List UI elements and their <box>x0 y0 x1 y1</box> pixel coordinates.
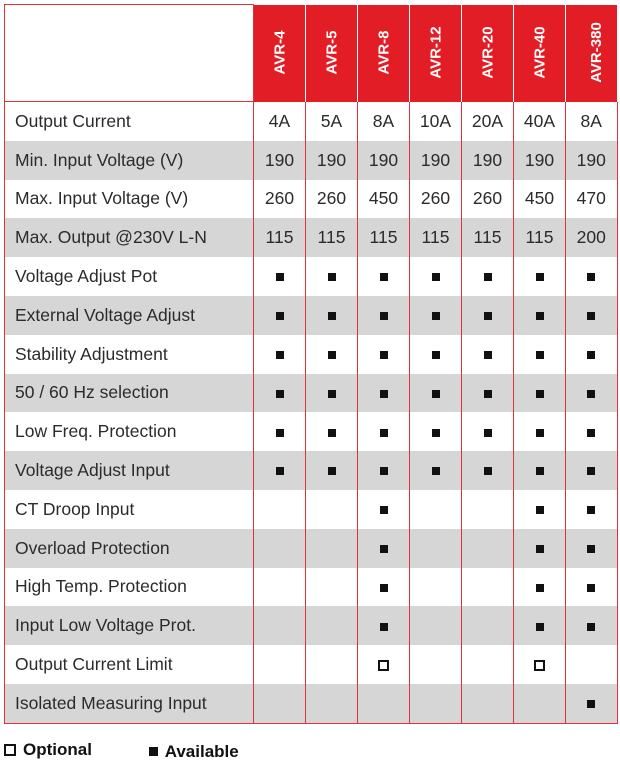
available-square-icon <box>380 467 388 475</box>
optional-square-icon <box>4 744 16 756</box>
table-row <box>5 296 618 335</box>
available-square-icon <box>328 467 336 475</box>
table-cell <box>566 568 618 607</box>
table-row <box>5 529 618 568</box>
table-row <box>5 102 618 141</box>
table-cell <box>566 257 618 296</box>
available-square-icon <box>484 351 492 359</box>
row-label: 50 / 60 Hz selection <box>5 374 254 413</box>
table-cell <box>514 374 566 413</box>
available-square-icon <box>276 467 284 475</box>
table-cell <box>566 490 618 529</box>
table-cell <box>358 529 410 568</box>
available-square-icon <box>276 273 284 281</box>
available-square-icon <box>484 312 492 320</box>
table-cell <box>566 645 618 684</box>
table-cell: 260 <box>410 180 462 219</box>
available-square-icon <box>328 273 336 281</box>
table-cell: 115 <box>462 218 514 257</box>
available-square-icon <box>587 390 595 398</box>
available-square-icon <box>536 351 544 359</box>
row-label: Voltage Adjust Pot <box>5 257 254 296</box>
table-cell <box>462 645 514 684</box>
table-cell: 190 <box>254 141 306 180</box>
table-cell <box>462 296 514 335</box>
table-cell <box>462 412 514 451</box>
legend-optional-label: Optional <box>23 740 92 759</box>
table-cell <box>306 374 358 413</box>
table-cell <box>306 412 358 451</box>
available-square-icon <box>380 506 388 514</box>
table-cell: 190 <box>410 141 462 180</box>
available-square-icon <box>587 623 595 631</box>
row-label: Max. Output @230V L-N <box>5 218 254 257</box>
table-cell <box>306 606 358 645</box>
available-square-icon <box>587 545 595 553</box>
table-cell <box>462 568 514 607</box>
model-header <box>566 5 618 102</box>
table-cell <box>254 257 306 296</box>
table-cell <box>254 529 306 568</box>
table-cell: 190 <box>306 141 358 180</box>
header-row <box>5 5 618 102</box>
table-row <box>5 257 618 296</box>
model-name: AVR-20 <box>479 26 497 79</box>
available-square-icon <box>587 351 595 359</box>
table-cell <box>514 335 566 374</box>
table-cell <box>254 684 306 723</box>
table-cell <box>410 296 462 335</box>
table-cell: 115 <box>358 218 410 257</box>
available-square-icon <box>587 506 595 514</box>
row-label: High Temp. Protection <box>5 568 254 607</box>
row-label: Overload Protection <box>5 529 254 568</box>
available-square-icon <box>536 584 544 592</box>
table-cell <box>358 296 410 335</box>
table-cell <box>358 684 410 723</box>
table-cell <box>410 257 462 296</box>
table-row <box>5 568 618 607</box>
table-cell <box>306 529 358 568</box>
table-cell <box>566 529 618 568</box>
table-cell: 190 <box>514 141 566 180</box>
table-cell: 115 <box>514 218 566 257</box>
available-square-icon <box>328 312 336 320</box>
model-name: AVR-40 <box>531 26 549 79</box>
available-square-icon <box>484 390 492 398</box>
row-label: Min. Input Voltage (V) <box>5 141 254 180</box>
available-square-icon <box>328 351 336 359</box>
available-square-icon <box>276 312 284 320</box>
available-square-icon <box>276 390 284 398</box>
table-cell: 5A <box>306 102 358 141</box>
row-label: Voltage Adjust Input <box>5 451 254 490</box>
table-cell: 190 <box>462 141 514 180</box>
table-cell <box>306 568 358 607</box>
table-row <box>5 412 618 451</box>
row-label: Output Current Limit <box>5 645 254 684</box>
available-square-icon <box>484 273 492 281</box>
table-cell <box>254 412 306 451</box>
table-row <box>5 374 618 413</box>
legend <box>4 740 239 762</box>
table-cell <box>410 490 462 529</box>
table-cell <box>358 451 410 490</box>
available-square-icon <box>276 429 284 437</box>
table-cell <box>410 568 462 607</box>
table-cell <box>566 684 618 723</box>
table-cell <box>514 684 566 723</box>
table-cell <box>358 412 410 451</box>
model-name: AVR-380 <box>587 22 605 83</box>
table-cell <box>410 684 462 723</box>
table-cell <box>254 335 306 374</box>
table-cell <box>514 412 566 451</box>
available-square-icon <box>380 312 388 320</box>
available-square-icon <box>432 429 440 437</box>
table-cell <box>306 335 358 374</box>
table-row <box>5 606 618 645</box>
table-cell <box>462 490 514 529</box>
model-header <box>358 5 410 102</box>
available-square-icon <box>587 429 595 437</box>
table-cell: 260 <box>462 180 514 219</box>
table-cell <box>566 606 618 645</box>
table-cell <box>462 257 514 296</box>
table-cell <box>306 645 358 684</box>
table-cell <box>410 335 462 374</box>
row-label: Max. Input Voltage (V) <box>5 180 254 219</box>
available-square-icon <box>484 467 492 475</box>
table-cell <box>254 451 306 490</box>
table-cell: 115 <box>410 218 462 257</box>
available-square-icon <box>587 312 595 320</box>
available-square-icon <box>536 390 544 398</box>
available-square-icon <box>587 700 595 708</box>
table-cell <box>358 568 410 607</box>
row-label: External Voltage Adjust <box>5 296 254 335</box>
table-cell <box>306 257 358 296</box>
row-label: CT Droop Input <box>5 490 254 529</box>
model-header <box>410 5 462 102</box>
table-cell: 260 <box>254 180 306 219</box>
table-cell <box>462 451 514 490</box>
available-square-icon <box>536 273 544 281</box>
table-cell <box>254 645 306 684</box>
table-cell <box>566 412 618 451</box>
available-square-icon <box>587 273 595 281</box>
table-cell <box>514 296 566 335</box>
table-cell: 450 <box>514 180 566 219</box>
table-row <box>5 180 618 219</box>
table-cell <box>358 490 410 529</box>
table-cell <box>462 606 514 645</box>
table-cell: 115 <box>254 218 306 257</box>
table-cell <box>410 606 462 645</box>
table-cell <box>566 451 618 490</box>
table-cell <box>254 296 306 335</box>
table-cell <box>358 257 410 296</box>
model-header <box>462 5 514 102</box>
available-square-icon <box>432 390 440 398</box>
available-square-icon <box>276 351 284 359</box>
table-cell <box>254 490 306 529</box>
table-cell: 470 <box>566 180 618 219</box>
table-cell <box>462 529 514 568</box>
table-row <box>5 451 618 490</box>
table-cell <box>410 529 462 568</box>
table-cell <box>410 645 462 684</box>
available-square-icon <box>380 390 388 398</box>
table-row <box>5 490 618 529</box>
table-cell <box>254 374 306 413</box>
table-cell <box>410 374 462 413</box>
table-cell: 10A <box>410 102 462 141</box>
model-header <box>306 5 358 102</box>
model-header <box>514 5 566 102</box>
table-cell <box>358 374 410 413</box>
legend-available <box>149 742 239 762</box>
available-square-icon <box>536 623 544 631</box>
table-cell <box>566 335 618 374</box>
table-cell <box>462 684 514 723</box>
available-square-icon <box>380 545 388 553</box>
table-cell <box>306 684 358 723</box>
legend-optional <box>4 740 92 760</box>
row-label: Output Current <box>5 102 254 141</box>
table-row <box>5 141 618 180</box>
available-square-icon <box>432 273 440 281</box>
table-cell <box>358 645 410 684</box>
table-cell: 8A <box>566 102 618 141</box>
table-cell <box>566 374 618 413</box>
table-cell: 115 <box>306 218 358 257</box>
table-cell <box>566 296 618 335</box>
row-label: Low Freq. Protection <box>5 412 254 451</box>
comparison-table <box>4 4 618 724</box>
table-body <box>5 102 618 724</box>
table-cell <box>514 606 566 645</box>
available-square-icon <box>587 584 595 592</box>
table-cell <box>514 568 566 607</box>
model-name: AVR-8 <box>375 30 392 75</box>
model-name: AVR-4 <box>271 30 288 75</box>
table-cell <box>462 374 514 413</box>
available-square-icon <box>380 429 388 437</box>
model-header <box>254 5 306 102</box>
available-square-icon <box>432 351 440 359</box>
table-cell <box>514 490 566 529</box>
model-name: AVR-12 <box>427 26 445 79</box>
available-square-icon <box>328 390 336 398</box>
available-square-icon <box>536 312 544 320</box>
table-cell: 8A <box>358 102 410 141</box>
available-square-icon <box>536 429 544 437</box>
table-cell <box>410 412 462 451</box>
table-row <box>5 218 618 257</box>
table-cell <box>514 451 566 490</box>
available-square-icon <box>380 584 388 592</box>
row-label: Input Low Voltage Prot. <box>5 606 254 645</box>
table-cell <box>462 335 514 374</box>
table-cell: 190 <box>358 141 410 180</box>
table-cell <box>254 568 306 607</box>
table-row <box>5 645 618 684</box>
available-square-icon <box>432 467 440 475</box>
table-cell: 260 <box>306 180 358 219</box>
model-name: AVR-5 <box>323 30 340 75</box>
available-square-icon <box>432 312 440 320</box>
table-cell <box>514 645 566 684</box>
header-corner <box>5 5 254 102</box>
row-label: Isolated Measuring Input <box>5 684 254 723</box>
optional-square-icon <box>378 660 389 671</box>
table-cell: 200 <box>566 218 618 257</box>
row-label: Stability Adjustment <box>5 335 254 374</box>
available-square-icon <box>536 545 544 553</box>
optional-square-icon <box>534 660 545 671</box>
table-cell <box>306 490 358 529</box>
available-square-icon <box>536 467 544 475</box>
available-square-icon <box>380 623 388 631</box>
legend-available-label: Available <box>164 741 239 761</box>
table-cell <box>306 296 358 335</box>
available-square-icon <box>328 429 336 437</box>
table-cell <box>358 606 410 645</box>
table-cell <box>254 606 306 645</box>
table-cell: 450 <box>358 180 410 219</box>
table-cell: 190 <box>566 141 618 180</box>
table-row <box>5 335 618 374</box>
table-row <box>5 684 618 723</box>
available-square-icon <box>380 273 388 281</box>
available-square-icon <box>484 429 492 437</box>
table-cell <box>514 257 566 296</box>
table-cell <box>306 451 358 490</box>
table-cell <box>514 529 566 568</box>
available-square-icon <box>149 747 158 756</box>
available-square-icon <box>380 351 388 359</box>
table-cell <box>410 451 462 490</box>
table-cell: 4A <box>254 102 306 141</box>
available-square-icon <box>587 467 595 475</box>
table-cell: 40A <box>514 102 566 141</box>
available-square-icon <box>536 506 544 514</box>
table-cell: 20A <box>462 102 514 141</box>
table-cell <box>358 335 410 374</box>
